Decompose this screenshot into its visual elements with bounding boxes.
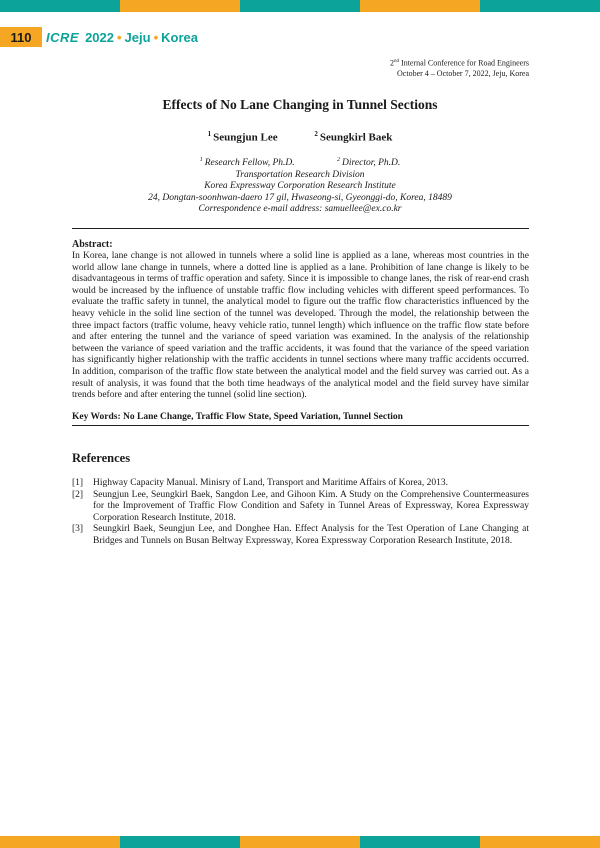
reference-item: [3] Seungkirl Baek, Seungjun Lee, and Donghee Han. Effect Analysis for the Test Operation of Lane Changing at Bridges and Tunnels on Busan Beltway Expressway, Korea Expressway Corporation Research Institute, 2018. bbox=[72, 524, 529, 546]
abstract-body: In Korea, lane change is not allowed in tunnels where a solid line is applied as a lane, whereas most countries in the world allow lane change in tunnels, where a dotted line is applied as a lane. Prohibition of lane change is likely to be disadvantageous in terms of traffic operation and safety. Since it is impossible to change lanes, the risk of rear-end crash would be increased by the influence of unstable traffic flow including vehicles with different speed performances. To evaluate the traffic safety in tunnel, the analytical model to figure out the traffic flow characteristics influenced by the heavy vehicle in the solid line section of the tunnel was developed. Through the model, the relationship between the three impact factors (traffic volume, heavy vehicle ratio, tunnel length) which influence on the traffic flow state before and after entering the tunnel and the variance of speed variation was examined. In the analysis of the relationship between the variance of speed variation and the traffic accidents, it was found that the variance of the speed variation has significantly higher relationship with the traffic accidents in tunnel sections where many traffic accidents occurred. In addition, comparison of the traffic flow state between the analytical model and the field survey was carried out. As a result of analysis, it was found that the both time headways of the analytical model and the field survey have similar trends before and after entering the tunnel (solid line section). bbox=[72, 251, 529, 401]
conference-place-2: Korea bbox=[161, 29, 198, 45]
abstract-heading: Abstract: bbox=[72, 239, 113, 250]
page-number: 110 bbox=[0, 27, 42, 47]
page-header bbox=[0, 26, 198, 48]
affiliation-role-1: $^1$ Research Fellow, Ph.D. bbox=[199, 157, 295, 169]
conference-line-2: October 4 – October 7, 2022, Jeju, Korea bbox=[397, 68, 529, 78]
conference-logo: ICRE bbox=[46, 29, 80, 45]
divider bbox=[72, 425, 529, 426]
affiliation-institute: Korea Expressway Corporation Research Institute bbox=[204, 181, 396, 192]
divider bbox=[72, 228, 529, 229]
conference-info bbox=[390, 57, 529, 79]
references-heading: References bbox=[72, 451, 131, 465]
paper-title: Effects of No Lane Changing in Tunnel Sections bbox=[162, 97, 438, 112]
conference-year: 2022 bbox=[85, 29, 114, 45]
affiliations bbox=[0, 155, 600, 216]
author-2: $^2$ Seungkirl Baek bbox=[314, 130, 393, 144]
top-color-bar bbox=[0, 0, 600, 12]
affiliation-address: 24, Dongtan-soonhwan-daero 17 gil, Hwaseong-si, Gyeonggi-do, Korea, 18489 bbox=[148, 192, 452, 203]
conference-line-1: 2nd Internal Conference for Road Engineers bbox=[390, 58, 529, 68]
conference-place-1: Jeju bbox=[124, 29, 151, 45]
author-1: $^1$ Seungjun Lee bbox=[207, 130, 278, 144]
correspondence-email: Correspondence e-mail address: samuellee@ex.co.kr bbox=[198, 204, 402, 215]
reference-item: [1] Highway Capacity Manual. Minisry of Land, Transport and Maritime Affairs of Korea, 2013. bbox=[72, 478, 448, 488]
author-list bbox=[0, 130, 600, 144]
reference-list bbox=[72, 478, 529, 548]
bullet-icon: • bbox=[116, 29, 122, 45]
affiliation-role-2: $^2$ Director, Ph.D. bbox=[337, 157, 401, 169]
affiliation-division: Transportation Research Division bbox=[235, 169, 365, 180]
bottom-color-bar bbox=[0, 836, 600, 848]
bullet-icon: • bbox=[153, 29, 159, 45]
keywords: Key Words: No Lane Change, Traffic Flow State, Speed Variation, Tunnel Section bbox=[72, 412, 403, 422]
reference-item: [2] Seungjun Lee, Seungkirl Baek, Sangdon Lee, and Gihoon Kim. A Study on the Comprehensive Countermeasures for the Improvement of Traffic Flow Condition and Safety in Tunnel Areas of Expressway, Korea Expressway Corporation Research Institute, 2018. bbox=[72, 489, 529, 523]
